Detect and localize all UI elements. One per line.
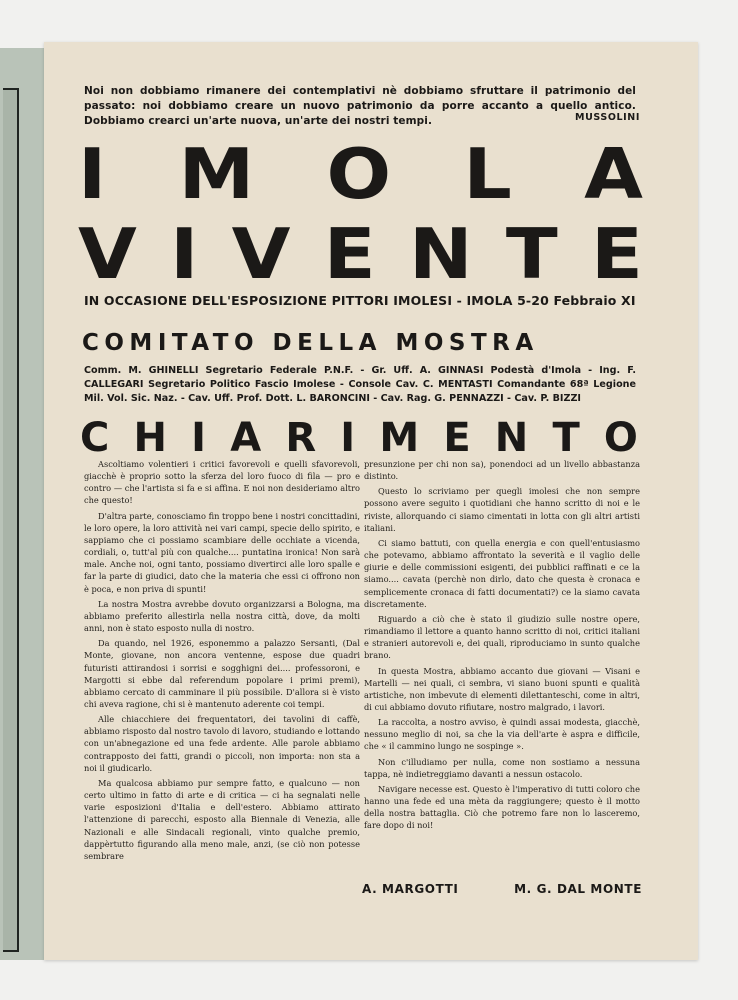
paragraph: Alle chiacchiere dei frequentatori, dei tavolini di caffè, abbiamo risposto dal nostro tavolo di lavoro, studiando e lottando con un'abnegazione ed una fede ardente. Alle parole abbiamo contrapposto dei fatti, grandi o piccoli, non importa: non sta a noi il giudicarlo. <box>84 714 360 773</box>
masthead-letter: I <box>170 212 199 295</box>
headline-letter: A <box>230 415 262 461</box>
article-headline <box>80 414 638 462</box>
committee-members: Comm. M. GHINELLI Segretario Federale P.N.F. - Gr. Uff. A. GINNASI Podestà d'Imola - Ing. F. CALLEGARI Segretario Politico Fascio Imolese - Console Cav. C. MENTASTI Comandante 68ª Legione Mil. Vol. Sic. Naz. - Cav. Uff. Prof. Dott. L. BARONCINI - Cav. Rag. G. PENNAZZI - Cav. P. BIZZI <box>84 365 636 404</box>
paragraph: La raccolta, a nostro avviso, è quindi assai modesta, giacchè, nessuno meglio di noi, sa che la via dell'arte è aspra e difficile, che « il cammino lungo ne sospinge ». <box>364 717 640 752</box>
newspaper-page <box>44 42 698 960</box>
epigraph-author: MUSSOLINI <box>575 112 640 123</box>
article-left-column <box>84 458 360 865</box>
previous-page-border <box>3 88 19 952</box>
masthead-letter: L <box>463 132 512 215</box>
paragraph: In questa Mostra, abbiamo accanto due giovani — Visani e Martelli — nei quali, ci sembra, vi siano buoni spunti e qualità artistiche, non imbevute di elementi dilettanteschi, come in altri, di cui abbiamo dovuto rifiutare, nostro malgrado, i lavori. <box>364 665 640 712</box>
paragraph: Navigare necesse est. Questo è l'imperativo di tutti coloro che hanno una fede ed una mèta da raggiungere; questo è il motto della nostra battaglia. Ciò che potremo fare non lo lasceremo, fare dopo di noi! <box>364 783 640 831</box>
headline-letter: T <box>552 415 580 461</box>
headline-letter: R <box>285 415 317 461</box>
paragraph: presunzione per chi non sa), ponendoci ad un livello abbastanza distinto. <box>364 459 640 482</box>
headline-letter: I <box>340 415 356 461</box>
masthead-letter: T <box>505 212 558 295</box>
masthead-letter: V <box>231 212 291 295</box>
masthead-letter: N <box>408 212 473 295</box>
paragraph: Ascoltiamo volentieri i critici favorevoli e quelli sfavorevoli, giacchè è proprio sotto la sferza del loro fuoco di fila — pro e contro — che l'artista si fa e si affina. E noi non desideriamo altro che questo! <box>84 459 360 506</box>
headline-letter: O <box>603 415 638 461</box>
paragraph: Questo lo scriviamo per quegli imolesi che non sempre possono avere seguito i quotidiani che hanno scritto di noi e le riviste, allorquando ci siamo cimentati in lotta con gli altri artisti italiani. <box>364 486 640 533</box>
signature-dal-monte: M. G. DAL MONTE <box>514 882 642 896</box>
masthead-letter: V <box>78 212 137 295</box>
headline-letter: C <box>80 415 110 461</box>
article-right-column <box>364 458 640 835</box>
committee-heading: COMITATO DELLA MOSTRA <box>82 330 539 356</box>
masthead-line-imola <box>78 132 643 215</box>
masthead-line-vivente <box>78 212 643 295</box>
headline-letter: N <box>494 415 529 461</box>
headline-letter: I <box>191 415 207 461</box>
headline-letter: H <box>133 415 167 461</box>
article-signatures <box>362 882 642 896</box>
masthead-letter: M <box>178 132 255 215</box>
masthead-letter: E <box>323 212 376 295</box>
paragraph: La nostra Mostra avrebbe dovuto organizzarsi a Bologna, ma abbiamo preferito allestirla nella nostra città, dove, da molti anni, non è stato esposto nulla di nostro. <box>84 598 360 634</box>
headline-letter: M <box>379 415 420 461</box>
paragraph: Ma qualcosa abbiamo pur sempre fatto, e qualcuno — non certo ultimo in fatto di arte e di critica — ci ha segnalati nelle varie esposizioni d'Italia e dell'estero. Abbiamo attirato l'attenzione di parecchi, esposto alla Biennale di Venezia, alle Nazionali e alle Sindacali regionali, vinto qualche premio, dappèrtutto figurando alla meno male, anzi, (se ciò non potesse sembrare <box>84 777 360 861</box>
paragraph: D'altra parte, conosciamo fin troppo bene i nostri concittadini, le loro opere, la loro attività nei vari campi, specie dello spirito, e sappiamo che ci possiamo scambiare delle occhiate a vicenda, cordiali, o, tutt'al più con qualche.... puntatina ironica! Non sarà male. Anche noi, ogni tanto, possiamo divertirci alle loro spalle e far la parte di giudici, dato che la materia che essi ci offrono non è poca, e non priva di spunti! <box>84 510 360 594</box>
paragraph: Ci siamo battuti, con quella energia e con quell'entusiasmo che potevamo, abbiamo affrontato la severità e il vaglio delle giurie e delle commissioni esigenti, dei pubblici raffinati e ce la siamo.... cavata (perchè non dirlo, dato che questa è cronaca e semplicemente cronaca di fatti documentati?) ce la siamo cavata discretamente. <box>364 537 640 609</box>
paragraph: Riguardo a ciò che è stato il giudizio sulle nostre opere, rimandiamo il lettore a quanto hanno scritto di noi, critici italiani e stranieri autorevoli e, dei quali, riproduciamo in sunto qualche brano. <box>364 613 640 661</box>
paragraph: Da quando, nel 1926, esponemmo a palazzo Sersanti, (Dal Monte, giovane, non ancora ventenne, espose due quadri futuristi attirandosi i sorrisi e sogghigni dei.... professoroni, e Margotti si ebbe dal referendum popolare i primi premi), abbiamo cercato di camminare il più possibile. D'allora si è visto chi aveva ragione, chi si è mantenuto aderente coi tempi. <box>84 638 360 709</box>
paragraph: Non c'illudiamo per nulla, come non sostiamo a nessuna tappa, nè indietreggiamo davanti a nessun ostacolo. <box>364 756 640 779</box>
masthead-letter: O <box>326 132 392 215</box>
masthead-letter: I <box>78 132 107 215</box>
epigraph-quote: Noi non dobbiamo rimanere dei contemplativi nè dobbiamo sfruttare il patrimonio del passato: noi dobbiamo creare un nuovo patrimonio da porre accanto a quello antico. Dobbiamo crearci un'arte nuova, un'arte dei nostri tempi. <box>84 85 636 127</box>
previous-page-edge <box>0 48 45 960</box>
signature-margotti: A. MARGOTTI <box>362 882 459 896</box>
masthead-letter: A <box>584 132 643 215</box>
exhibition-subtitle: IN OCCASIONE DELL'ESPOSIZIONE PITTORI IMOLESI - IMOLA 5-20 Febbraio XI <box>84 293 636 308</box>
headline-letter: E <box>443 415 471 461</box>
masthead-letter: E <box>591 212 643 295</box>
